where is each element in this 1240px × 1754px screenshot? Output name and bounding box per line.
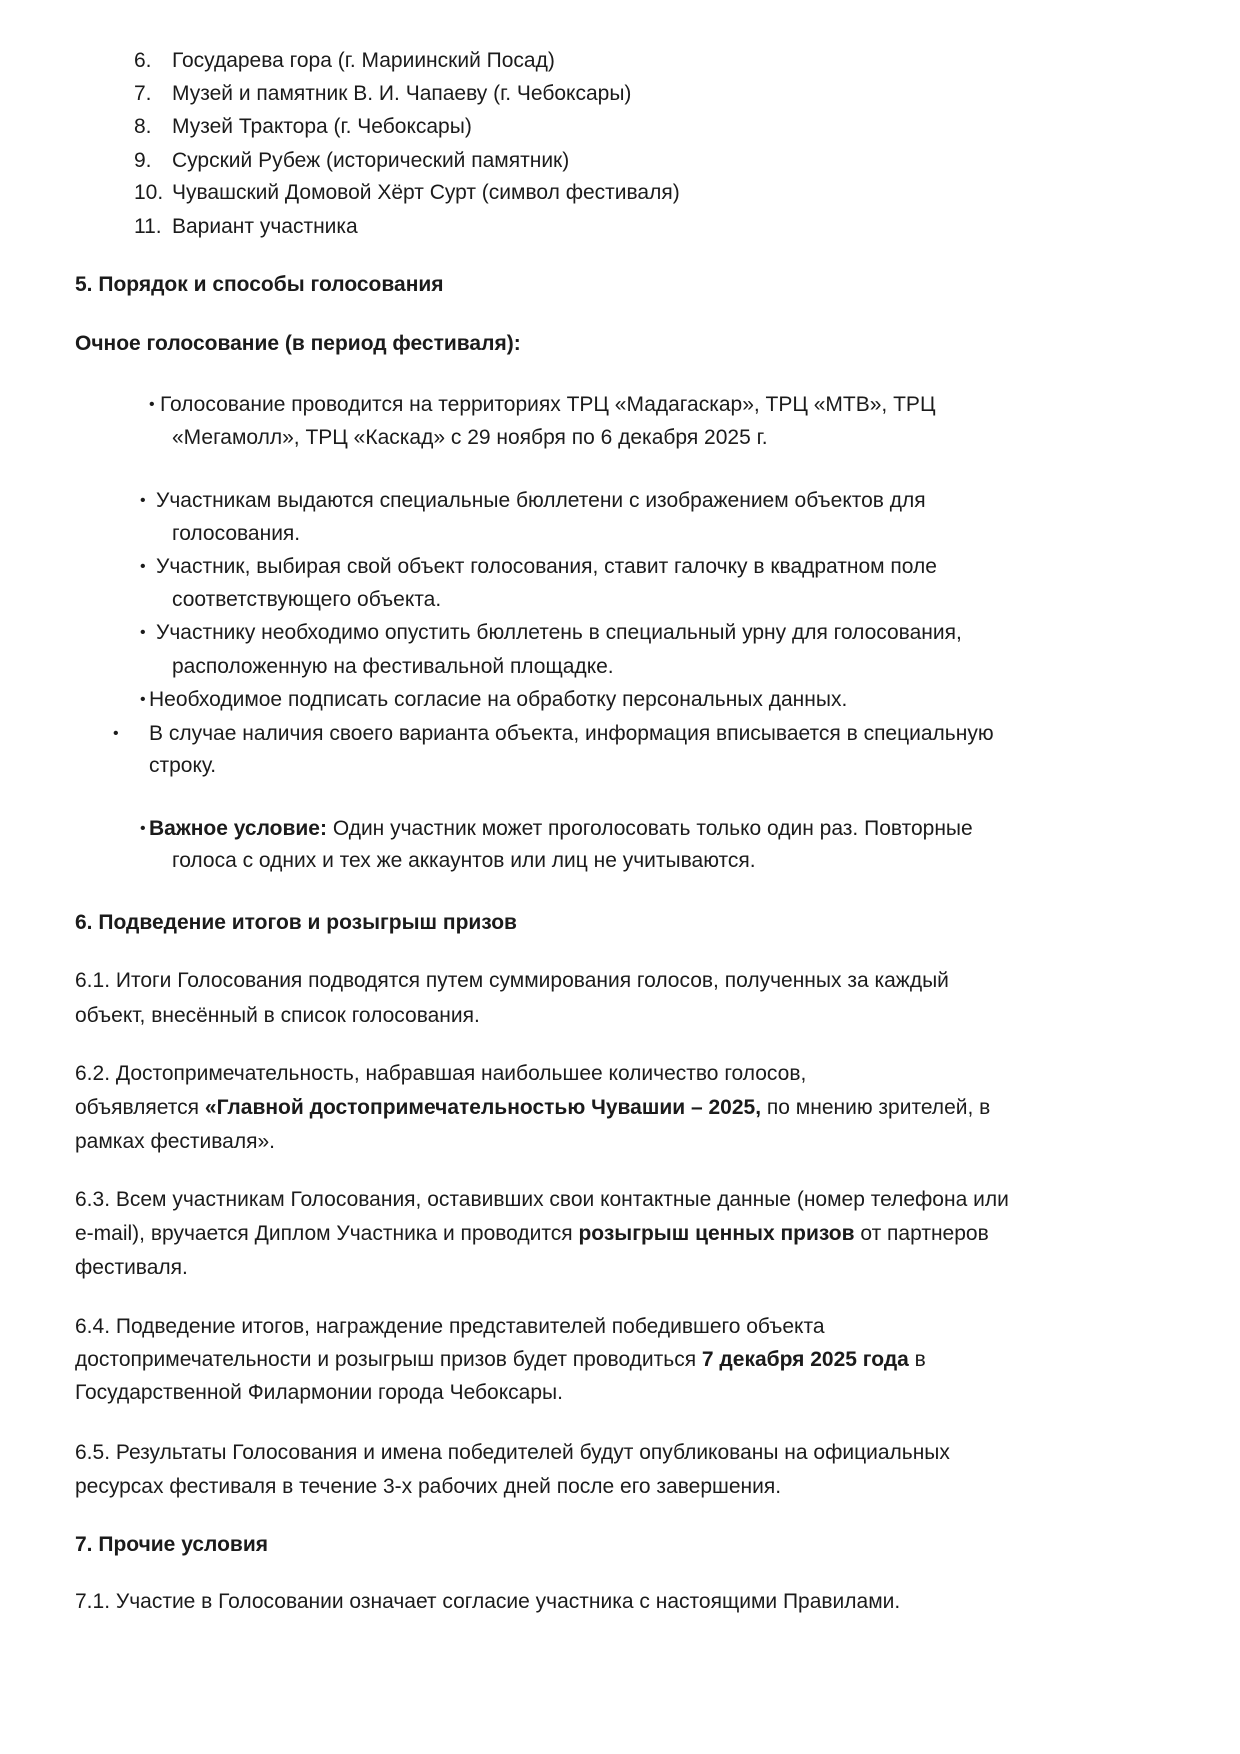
text-run: от партнеров bbox=[854, 1222, 989, 1245]
bullet-icon: • bbox=[140, 558, 146, 575]
bullet-icon: • bbox=[140, 624, 146, 641]
text-run: объявляется bbox=[75, 1096, 205, 1119]
list-number: 11. bbox=[134, 215, 162, 238]
text-run: достопримечательности и розыгрыш призов будет проводиться bbox=[75, 1348, 702, 1371]
paragraph-6-3-line bbox=[75, 1217, 989, 1251]
bullet-text: Участнику необходимо опустить бюллетень в специальный урну для голосования, bbox=[156, 621, 962, 644]
bullet-text: расположенную на фестивальной площадке. bbox=[172, 655, 614, 678]
important-label: Важное условие: bbox=[149, 817, 327, 840]
section-5-heading: 5. Порядок и способы голосования bbox=[75, 273, 444, 296]
paragraph-6-5-line: 6.5. Результаты Голосования и имена победителей будут опубликованы на официальных bbox=[75, 1441, 950, 1464]
bullet-text: «Мегамолл», ТРЦ «Каскад» с 29 ноября по 6 декабря 2025 г. bbox=[172, 426, 768, 449]
text-run: e-mail), вручается Диплом Участника и проводится bbox=[75, 1222, 579, 1245]
list-text: Государева гора (г. Мариинский Посад) bbox=[172, 49, 555, 72]
list-number: 10. bbox=[134, 181, 164, 204]
bold-run: «Главной достопримечательностью Чувашии – 2025, bbox=[204, 1096, 762, 1119]
list-number: 7. bbox=[134, 82, 152, 105]
bullet-text bbox=[149, 812, 973, 846]
bold-run: розыгрыш ценных призов bbox=[578, 1222, 855, 1245]
bullet-text: Необходимое подписать согласие на обработку персональных данных. bbox=[149, 688, 848, 711]
paragraph-7-1: 7.1. Участие в Голосовании означает согласие участника с настоящими Правилами. bbox=[75, 1590, 901, 1613]
paragraph-6-4-line: Государственной Филармонии города Чебоксары. bbox=[75, 1381, 563, 1404]
bullet-text: Голосование проводится на территориях ТРЦ «Мадагаскар», ТРЦ «МТВ», ТРЦ bbox=[160, 393, 936, 416]
section-5-subheading: Очное голосование (в период фестиваля): bbox=[75, 332, 521, 355]
paragraph-6-2-line: 6.2. Достопримечательность, набравшая наибольшее количество голосов, bbox=[75, 1062, 807, 1085]
bullet-text-run: Один участник может проголосовать только один раз. Повторные bbox=[326, 817, 973, 840]
text-run: по мнению зрителей, в bbox=[761, 1096, 991, 1119]
bullet-icon: • bbox=[149, 396, 155, 413]
list-number: 6. bbox=[134, 49, 152, 72]
list-text: Чувашский Домовой Хёрт Сурт (символ фестиваля) bbox=[172, 181, 680, 204]
paragraph-6-1-line: 6.1. Итоги Голосования подводятся путем суммирования голосов, полученных за каждый bbox=[75, 969, 949, 992]
bullet-icon: • bbox=[140, 820, 146, 837]
section-6-heading: 6. Подведение итогов и розыгрыш призов bbox=[75, 911, 517, 934]
list-text: Вариант участника bbox=[172, 215, 358, 238]
bold-run: 7 декабря 2025 года bbox=[701, 1348, 909, 1371]
paragraph-6-2-line: рамках фестиваля». bbox=[75, 1130, 276, 1153]
paragraph-6-2-line bbox=[75, 1091, 990, 1125]
paragraph-6-1-line: объект, внесённый в список голосования. bbox=[75, 1004, 480, 1027]
list-number: 9. bbox=[134, 149, 152, 172]
paragraph-6-5-line: ресурсах фестиваля в течение 3-х рабочих дней после его завершения. bbox=[75, 1475, 782, 1498]
paragraph-6-4-line: 6.4. Подведение итогов, награждение представителей победившего объекта bbox=[75, 1315, 825, 1338]
bullet-text: Участник, выбирая свой объект голосования, ставит галочку в квадратном поле bbox=[156, 555, 937, 578]
list-text: Сурский Рубеж (исторический памятник) bbox=[172, 149, 570, 172]
list-text: Музей и памятник В. И. Чапаеву (г. Чебоксары) bbox=[172, 82, 632, 105]
bullet-text: соответствующего объекта. bbox=[172, 588, 442, 611]
paragraph-6-4-line bbox=[75, 1343, 926, 1377]
text-run: в bbox=[908, 1348, 926, 1371]
bullet-text: Участникам выдаются специальные бюллетени с изображением объектов для bbox=[156, 489, 926, 512]
bullet-icon: • bbox=[140, 691, 146, 708]
bullet-text: строку. bbox=[149, 754, 217, 777]
paragraph-6-3-line: 6.3. Всем участникам Голосования, оставивших свои контактные данные (номер телефона или bbox=[75, 1188, 1009, 1211]
bullet-text: голосования. bbox=[172, 522, 301, 545]
paragraph-6-3-line: фестиваля. bbox=[75, 1256, 188, 1279]
list-text: Музей Трактора (г. Чебоксары) bbox=[172, 115, 472, 138]
bullet-text: В случае наличия своего варианта объекта, информация вписывается в специальную bbox=[149, 722, 994, 745]
bullet-icon: • bbox=[113, 725, 119, 742]
bullet-icon: • bbox=[140, 492, 146, 509]
list-number: 8. bbox=[134, 115, 152, 138]
section-7-heading: 7. Прочие условия bbox=[75, 1533, 268, 1556]
bullet-text: голоса с одних и тех же аккаунтов или лиц не учитываются. bbox=[172, 849, 756, 872]
